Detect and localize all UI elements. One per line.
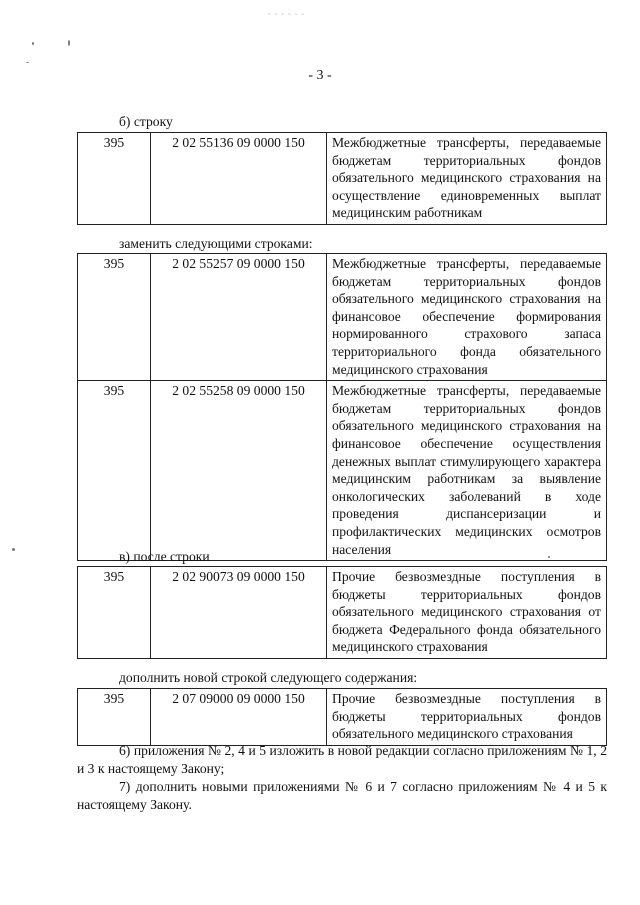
page-number: - 3 -	[308, 68, 332, 83]
section-v-label: в) после строки	[119, 549, 210, 564]
table-row	[78, 381, 607, 561]
admin-code-cell: 395	[78, 381, 151, 561]
replace-label: заменить следующими строками:	[119, 236, 313, 251]
paragraph-6: 6) приложения № 2, 4 и 5 изложить в новой редакции согласно приложениям № 1, 2 и 3 к настоящему Закону;	[77, 743, 607, 776]
description-cell: Прочие безвозмездные поступления в бюджеты территориальных фондов обязательного медицинского страхования от бюджета Федерального фонда обязательного медицинского страхования	[327, 567, 607, 659]
table-new-row	[77, 688, 607, 746]
budget-code-cell: 2 07 09000 09 0000 150	[151, 689, 327, 746]
description-cell: Межбюджетные трансферты, передаваемые бюджетам территориальных фондов обязательного медицинского страхования на финансовое обеспечение осуществления денежных выплат стимулирующего характера медицинским работникам за выявление онкологических заболеваний в ходе проведения диспансеризации и профилактических медицинских осмотров населения	[327, 381, 607, 561]
table-row	[78, 567, 607, 659]
scan-speck	[32, 42, 34, 45]
budget-code-cell: 2 02 55258 09 0000 150	[151, 381, 327, 561]
admin-code-cell: 395	[78, 133, 151, 225]
budget-code-cell: 2 02 55257 09 0000 150	[151, 254, 327, 381]
paragraph-7: 7) дополнить новыми приложениями № 6 и 7 согласно приложениям № 4 и 5 к настоящему Закону.	[77, 779, 607, 812]
table-replacement-rows	[77, 253, 607, 561]
scan-speck	[68, 40, 70, 46]
description-cell: Прочие безвозмездные поступления в бюджеты территориальных фондов обязательного медицинского страхования	[327, 689, 607, 746]
table-row	[78, 254, 607, 381]
table-after-row	[77, 566, 607, 659]
table-original-row	[77, 132, 607, 225]
handwritten-mark: ˜ ˜ ˜ ˜ ˜ ˜	[268, 12, 305, 21]
budget-code-cell: 2 02 90073 09 0000 150	[151, 567, 327, 659]
admin-code-cell: 395	[78, 567, 151, 659]
budget-code-cell: 2 02 55136 09 0000 150	[151, 133, 327, 225]
admin-code-cell: 395	[78, 689, 151, 746]
add-label: дополнить новой строкой следующего содержания:	[119, 670, 418, 685]
scan-speck	[26, 62, 29, 63]
description-cell: Межбюджетные трансферты, передаваемые бюджетам территориальных фондов обязательного медицинского страхования на осуществление единовременных выплат медицинским работникам	[327, 133, 607, 225]
table-row	[78, 133, 607, 225]
scan-speck	[12, 548, 15, 551]
table-row	[78, 689, 607, 746]
admin-code-cell: 395	[78, 254, 151, 381]
description-cell: Межбюджетные трансферты, передаваемые бюджетам территориальных фондов обязательного медицинского страхования на финансовое обеспечение формирования нормированного страхового запаса территориального фонда обязательного медицинского страхования	[327, 254, 607, 381]
section-b-label: б) строку	[119, 114, 173, 129]
